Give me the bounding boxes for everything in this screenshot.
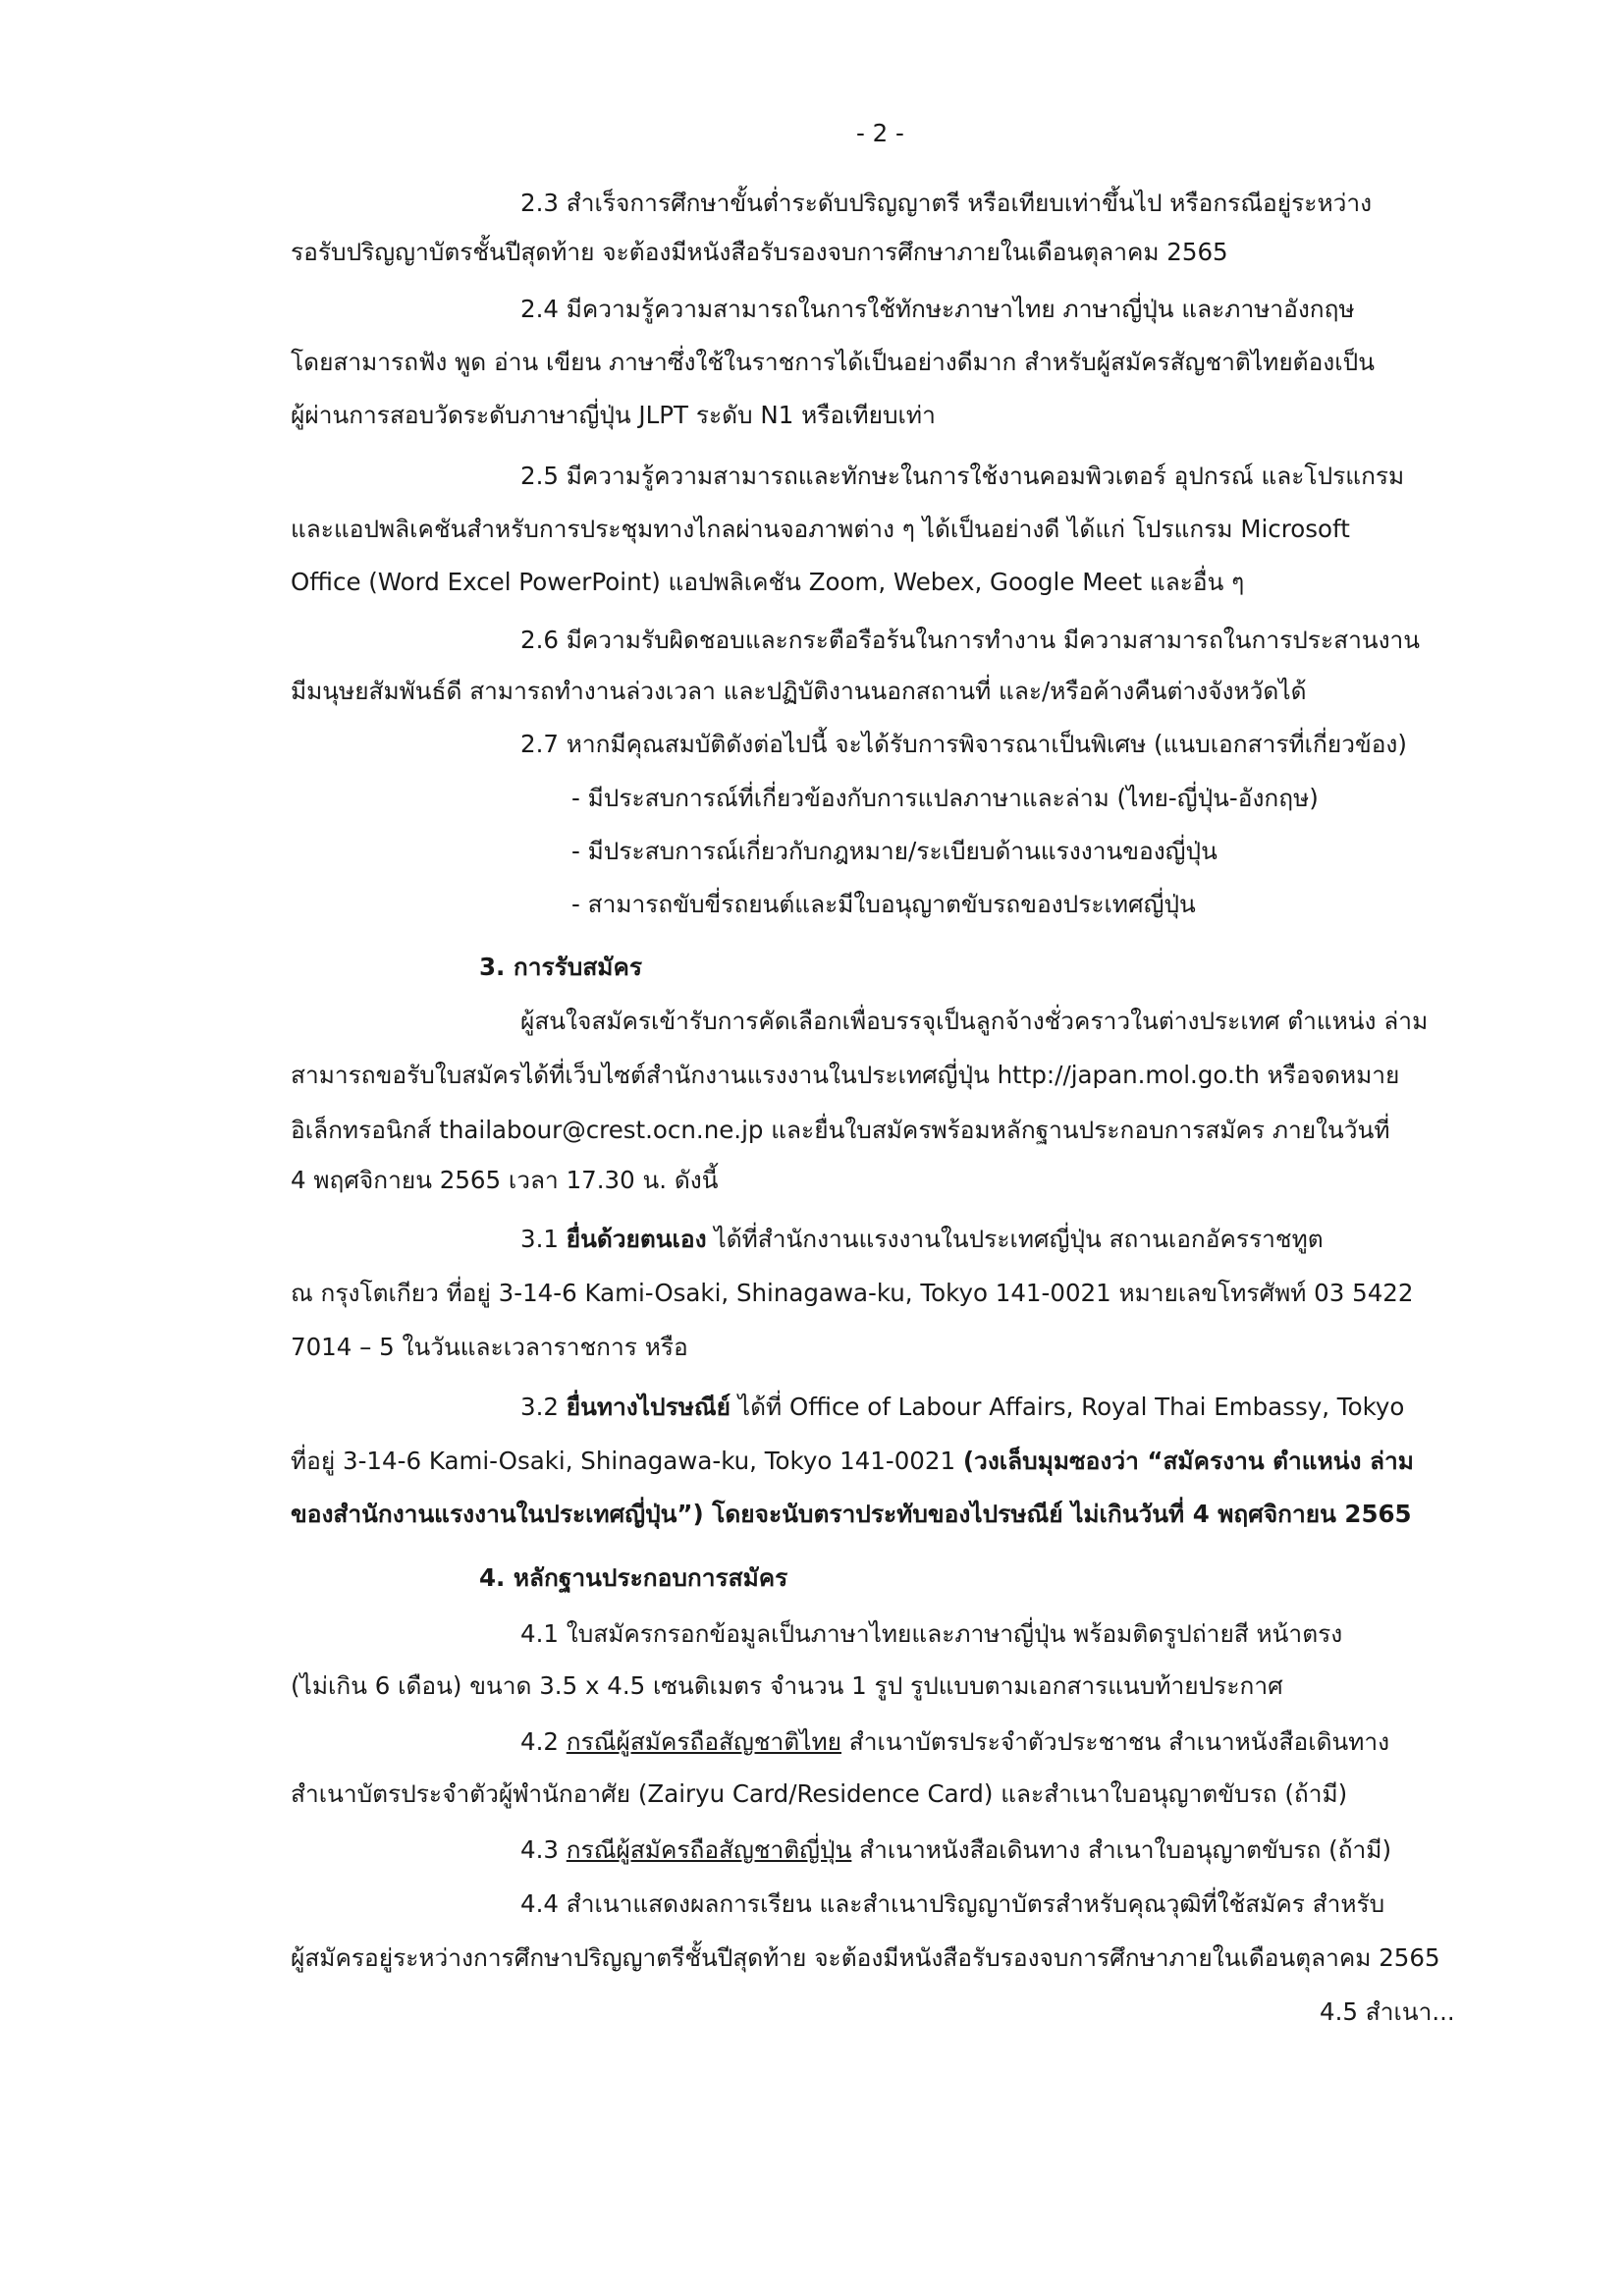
item-4-1-line-2: (ไม่เกิน 6 เดือน) ขนาด 3.5 x 4.5 เซนติเมตร จำนวน 1 รูป รูปแบบตามเอกสารแนบท้ายประกาศ [291, 1671, 1283, 1700]
list-item: - สามารถขับขี่รถยนต์และมีใบอนุญาตขับรถของประเทศญี่ปุ่น [571, 890, 1196, 918]
section-3-heading: 3. การรับสมัคร [479, 953, 642, 981]
item-3-1-line-2: ณ กรุงโตเกียว ที่อยู่ 3-14-6 Kami-Osaki, Shinagawa-ku, Tokyo 141-0021 หมายเลขโทรศัพท์ 03 5422 [291, 1279, 1414, 1307]
item-2-5-line-3: Office (Word Excel PowerPoint) แอปพลิเคชัน Zoom, Webex, Google Meet และอื่น ๆ [291, 568, 1245, 596]
item-3-2-line-2 [291, 1449, 1414, 1474]
section-4-heading: 4. หลักฐานประกอบการสมัคร [479, 1563, 788, 1592]
item-4-3-number: 4.3 [520, 1835, 567, 1864]
section-3-para-line-3: อิเล็กทรอนิกส์ thailabour@crest.ocn.ne.jp และยื่นใบสมัครพร้อมหลักฐานประกอบการสมัคร ภายในวันที่ [291, 1116, 1390, 1144]
section-3-para-line-2: สามารถขอรับใบสมัครได้ที่เว็บไซต์สำนักงานแรงงานในประเทศญี่ปุ่น http://japan.mol.go.th หรือจดหมาย [291, 1061, 1400, 1089]
item-3-2-line-1 [520, 1395, 1404, 1420]
continuation-marker: 4.5 สำเนา... [1320, 1997, 1455, 2026]
item-3-2-envelope-note: (วงเล็บมุมซองว่า “สมัครงาน ตำแหน่ง ล่าม [962, 1447, 1414, 1475]
item-4-2-rest: สำเนาบัตรประจำตัวประชาชน สำเนาหนังสือเดินทาง [841, 1727, 1390, 1756]
item-4-2-underlined: กรณีผู้สมัครถือสัญชาติไทย [566, 1727, 841, 1756]
item-3-2-bold-label: ยื่นทางไปรษณีย์ [566, 1393, 731, 1421]
item-2-5-line-1: 2.5 มีความรู้ความสามารถและทักษะในการใช้งานคอมพิวเตอร์ อุปกรณ์ และโปรแกรม [520, 462, 1405, 490]
item-2-6-line-2: มีมนุษยสัมพันธ์ดี สามารถทำงานล่วงเวลา และปฏิบัติงานนอกสถานที่ และ/หรือค้างคืนต่างจังหวัดได้ [291, 677, 1307, 705]
list-item: - มีประสบการณ์เกี่ยวกับกฎหมาย/ระเบียบด้านแรงงานของญี่ปุ่น [571, 837, 1218, 865]
item-3-2-number: 3.2 [520, 1393, 567, 1421]
item-2-4-line-2: โดยสามารถฟัง พูด อ่าน เขียน ภาษาซึ่งใช้ในราชการได้เป็นอย่างดีมาก สำหรับผู้สมัครสัญชาติไทยต้องเป็น [291, 348, 1375, 376]
item-3-2-rest: ได้ที่ Office of Labour Affairs, Royal Thai Embassy, Tokyo [731, 1393, 1405, 1421]
item-2-4-line-3: ผู้ผ่านการสอบวัดระดับภาษาญี่ปุ่น JLPT ระดับ N1 หรือเทียบเท่า [291, 401, 936, 429]
item-3-1-line-1 [520, 1225, 1324, 1253]
item-4-2-line-2: สำเนาบัตรประจำตัวผู้พำนักอาศัย (Zairyu Card/Residence Card) และสำเนาใบอนุญาตขับรถ (ถ้ามี) [291, 1779, 1348, 1808]
list-item: - มีประสบการณ์ที่เกี่ยวข้องกับการแปลภาษาและล่าม (ไทย-ญี่ปุ่น-อังกฤษ) [571, 784, 1319, 812]
item-3-2-address: ที่อยู่ 3-14-6 Kami-Osaki, Shinagawa-ku, Tokyo 141-0021 [291, 1447, 963, 1475]
item-2-3-line-1: 2.3 สำเร็จการศึกษาขั้นต่ำระดับปริญญาตรี หรือเทียบเท่าขึ้นไป หรือกรณีอยู่ระหว่าง [520, 189, 1373, 217]
item-4-4-line-1: 4.4 สำเนาแสดงผลการเรียน และสำเนาปริญญาบัตรสำหรับคุณวุฒิที่ใช้สมัคร สำหรับ [520, 1889, 1385, 1918]
page-number: - 2 - [856, 119, 904, 147]
item-4-2-number: 4.2 [520, 1727, 567, 1756]
item-4-3-underlined: กรณีผู้สมัครถือสัญชาติญี่ปุ่น [566, 1835, 852, 1864]
item-2-4-line-1: 2.4 มีความรู้ความสามารถในการใช้ทักษะภาษาไทย ภาษาญี่ปุ่น และภาษาอังกฤษ [520, 295, 1355, 323]
item-3-2-line-3: ของสำนักงานแรงงานในประเทศญี่ปุ่น”) โดยจะนับตราประทับของไปรษณีย์ ไม่เกินวันที่ 4 พฤศจิกายน 2565 [291, 1500, 1412, 1528]
item-3-1-bold-label: ยื่นด้วยตนเอง [566, 1225, 707, 1253]
item-2-6-line-1: 2.6 มีความรับผิดชอบและกระตือรือร้นในการทำงาน มีความสามารถในการประสานงาน [520, 626, 1421, 654]
item-3-1-rest: ได้ที่สำนักงานแรงงานในประเทศญี่ปุ่น สถานเอกอัครราชทูต [706, 1225, 1324, 1253]
item-4-2-line-1 [520, 1727, 1390, 1756]
section-3-para-line-1: ผู้สนใจสมัครเข้ารับการคัดเลือกเพื่อบรรจุเป็นลูกจ้างชั่วคราวในต่างประเทศ ตำแหน่ง ล่าม [520, 1007, 1429, 1035]
item-4-1-line-1: 4.1 ใบสมัครกรอกข้อมูลเป็นภาษาไทยและภาษาญี่ปุ่น พร้อมติดรูปถ่ายสี หน้าตรง [520, 1619, 1343, 1648]
item-3-1-number: 3.1 [520, 1225, 567, 1253]
item-4-3-line-1 [520, 1835, 1392, 1864]
item-4-3-rest: สำเนาหนังสือเดินทาง สำเนาใบอนุญาตขับรถ (ถ้ามี) [851, 1835, 1392, 1864]
item-2-7-line-1: 2.7 หากมีคุณสมบัติดังต่อไปนี้ จะได้รับการพิจารณาเป็นพิเศษ (แนบเอกสารที่เกี่ยวข้อง) [520, 730, 1407, 758]
item-3-1-line-3: 7014 – 5 ในวันและเวลาราชการ หรือ [291, 1333, 688, 1361]
item-2-3-line-2: รอรับปริญญาบัตรชั้นปีสุดท้าย จะต้องมีหนังสือรับรองจบการศึกษาภายในเดือนตุลาคม 2565 [291, 238, 1228, 266]
item-2-5-line-2: และแอปพลิเคชันสำหรับการประชุมทางไกลผ่านจอภาพต่าง ๆ ได้เป็นอย่างดี ได้แก่ โปรแกรม Microsoft [291, 515, 1350, 543]
section-3-para-line-4: 4 พฤศจิกายน 2565 เวลา 17.30 น. ดังนี้ [291, 1166, 719, 1194]
item-4-4-line-2: ผู้สมัครอยู่ระหว่างการศึกษาปริญญาตรีชั้นปีสุดท้าย จะต้องมีหนังสือรับรองจบการศึกษาภายในเดือนตุลาคม 2565 [291, 1943, 1440, 1972]
